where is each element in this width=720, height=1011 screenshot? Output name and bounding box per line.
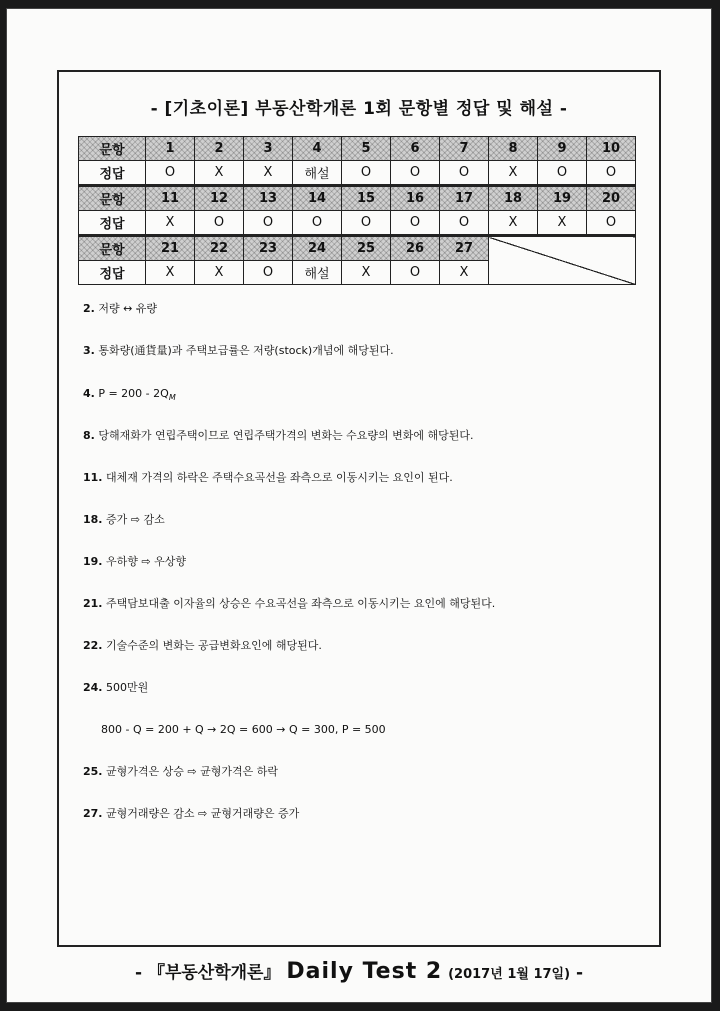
answer-cell: O bbox=[587, 211, 636, 236]
answer-cell: X bbox=[146, 211, 195, 236]
answer-cell: 해설 bbox=[293, 261, 342, 285]
question-header: 문항 bbox=[79, 236, 146, 261]
question-number-cell: 27 bbox=[440, 236, 489, 261]
note-item bbox=[83, 807, 299, 821]
note-number: 4. bbox=[83, 387, 95, 400]
question-row bbox=[79, 236, 636, 261]
note-item bbox=[83, 555, 186, 569]
note-number: 11. bbox=[83, 471, 103, 484]
answer-cell: X bbox=[195, 161, 244, 186]
page-title: - [기초이론] 부동산학개론 1회 문항별 정답 및 해설 - bbox=[150, 99, 568, 119]
note-text: 기술수준의 변화는 공급변화요인에 해당된다. bbox=[106, 639, 322, 652]
note-number: 21. bbox=[83, 597, 103, 610]
question-row bbox=[79, 137, 636, 161]
note-number: 24. bbox=[83, 681, 103, 694]
question-number-cell: 13 bbox=[244, 186, 293, 211]
answer-cell: O bbox=[342, 161, 391, 186]
question-number-cell: 8 bbox=[489, 137, 538, 161]
answer-header: 정답 bbox=[79, 161, 146, 186]
note-number: 18. bbox=[83, 513, 103, 526]
note-text: 증가 ⇨ 감소 bbox=[106, 513, 165, 526]
question-header: 문항 bbox=[79, 137, 146, 161]
question-number-cell: 10 bbox=[587, 137, 636, 161]
question-number-cell: 16 bbox=[391, 186, 440, 211]
answer-cell: X bbox=[244, 161, 293, 186]
note-text: 통화량(通貨量)과 주택보급률은 저량(stock)개념에 해당된다. bbox=[98, 344, 394, 357]
question-number-cell: 17 bbox=[440, 186, 489, 211]
page-footer bbox=[6, 958, 712, 984]
note-number: 22. bbox=[83, 639, 103, 652]
note-text: 균형가격은 상승 ⇨ 균형가격은 하락 bbox=[106, 765, 278, 778]
question-number-cell: 15 bbox=[342, 186, 391, 211]
answer-cell: O bbox=[440, 211, 489, 236]
question-number-cell: 11 bbox=[146, 186, 195, 211]
question-number-cell: 12 bbox=[195, 186, 244, 211]
question-number-cell: 9 bbox=[538, 137, 587, 161]
note-item bbox=[83, 387, 176, 405]
note-item bbox=[83, 344, 394, 358]
footer-title: Daily Test 2 bbox=[286, 959, 443, 984]
note-item bbox=[83, 639, 322, 653]
note-item bbox=[83, 765, 278, 779]
question-number-cell: 22 bbox=[195, 236, 244, 261]
footer-date: (2017년 1월 17일) bbox=[448, 967, 571, 982]
question-number-cell: 20 bbox=[587, 186, 636, 211]
note-text: 저량 ↔ 유량 bbox=[98, 302, 158, 315]
note-subscript: M bbox=[168, 393, 176, 403]
answer-cell: O bbox=[244, 211, 293, 236]
question-number-cell: 24 bbox=[293, 236, 342, 261]
footer-prefix: - 『부동산학개론』 bbox=[134, 963, 281, 983]
footer-suffix: - bbox=[575, 963, 584, 983]
question-number-cell: 18 bbox=[489, 186, 538, 211]
question-number-cell: 2 bbox=[195, 137, 244, 161]
question-row bbox=[79, 186, 636, 211]
note-item bbox=[83, 597, 495, 611]
answer-cell: O bbox=[195, 211, 244, 236]
note-item bbox=[83, 471, 453, 485]
note-text: 800 - Q = 200 + Q → 2Q = 600 → Q = 300, P = 500 bbox=[101, 723, 386, 736]
note-text: 500만원 bbox=[106, 681, 149, 694]
note-item bbox=[83, 302, 157, 316]
answer-table bbox=[78, 136, 636, 285]
question-number-cell: 7 bbox=[440, 137, 489, 161]
note-text: 당해재화가 연립주택이므로 연립주택가격의 변화는 수요량의 변화에 해당된다. bbox=[98, 429, 474, 442]
question-number-cell: 3 bbox=[244, 137, 293, 161]
answer-cell: O bbox=[146, 161, 195, 186]
answer-cell: X bbox=[489, 161, 538, 186]
note-number: 3. bbox=[83, 344, 95, 357]
note-number: 27. bbox=[83, 807, 103, 820]
note-item bbox=[83, 429, 473, 443]
document-page bbox=[6, 8, 712, 1003]
answer-cell: X bbox=[195, 261, 244, 285]
note-text: 균형거래량은 감소 ⇨ 균형거래량은 증가 bbox=[106, 807, 300, 820]
answer-cell: O bbox=[391, 261, 440, 285]
note-text: 주택담보대출 이자율의 상승은 수요곡선을 좌측으로 이동시키는 요인에 해당된다. bbox=[106, 597, 496, 610]
answer-cell: X bbox=[146, 261, 195, 285]
answer-cell: X bbox=[342, 261, 391, 285]
question-number-cell: 1 bbox=[146, 137, 195, 161]
note-text: 대체재 가격의 하락은 주택수요곡선을 좌측으로 이동시키는 요인이 된다. bbox=[106, 471, 453, 484]
question-number-cell: 21 bbox=[146, 236, 195, 261]
answer-cell: X bbox=[489, 211, 538, 236]
note-number: 2. bbox=[83, 302, 95, 315]
note-number: 25. bbox=[83, 765, 103, 778]
note-formula bbox=[101, 723, 386, 737]
note-item bbox=[83, 681, 148, 695]
answer-header: 정답 bbox=[79, 211, 146, 236]
question-header: 문항 bbox=[79, 186, 146, 211]
answer-cell: O bbox=[244, 261, 293, 285]
answer-cell: O bbox=[587, 161, 636, 186]
note-number: 8. bbox=[83, 429, 95, 442]
question-number-cell: 6 bbox=[391, 137, 440, 161]
question-number-cell: 5 bbox=[342, 137, 391, 161]
answer-cell: X bbox=[440, 261, 489, 285]
answer-row bbox=[79, 211, 636, 236]
answer-cell: O bbox=[538, 161, 587, 186]
content-frame bbox=[57, 70, 661, 947]
note-text: 우하향 ⇨ 우상향 bbox=[106, 555, 186, 568]
question-number-cell: 4 bbox=[293, 137, 342, 161]
note-text: P = 200 - 2Q bbox=[98, 387, 169, 400]
answer-cell: O bbox=[440, 161, 489, 186]
question-number-cell: 25 bbox=[342, 236, 391, 261]
question-number-cell: 19 bbox=[538, 186, 587, 211]
answer-row bbox=[79, 161, 636, 186]
note-item bbox=[83, 513, 165, 527]
question-number-cell: 26 bbox=[391, 236, 440, 261]
question-number-cell: 14 bbox=[293, 186, 342, 211]
answer-cell: O bbox=[293, 211, 342, 236]
answer-cell: X bbox=[538, 211, 587, 236]
answer-cell: O bbox=[342, 211, 391, 236]
question-number-cell: 23 bbox=[244, 236, 293, 261]
answer-cell: O bbox=[391, 211, 440, 236]
empty-diagonal-cell bbox=[489, 236, 636, 285]
answer-cell: O bbox=[391, 161, 440, 186]
answer-cell: 해설 bbox=[293, 161, 342, 186]
answer-header: 정답 bbox=[79, 261, 146, 285]
note-number: 19. bbox=[83, 555, 103, 568]
